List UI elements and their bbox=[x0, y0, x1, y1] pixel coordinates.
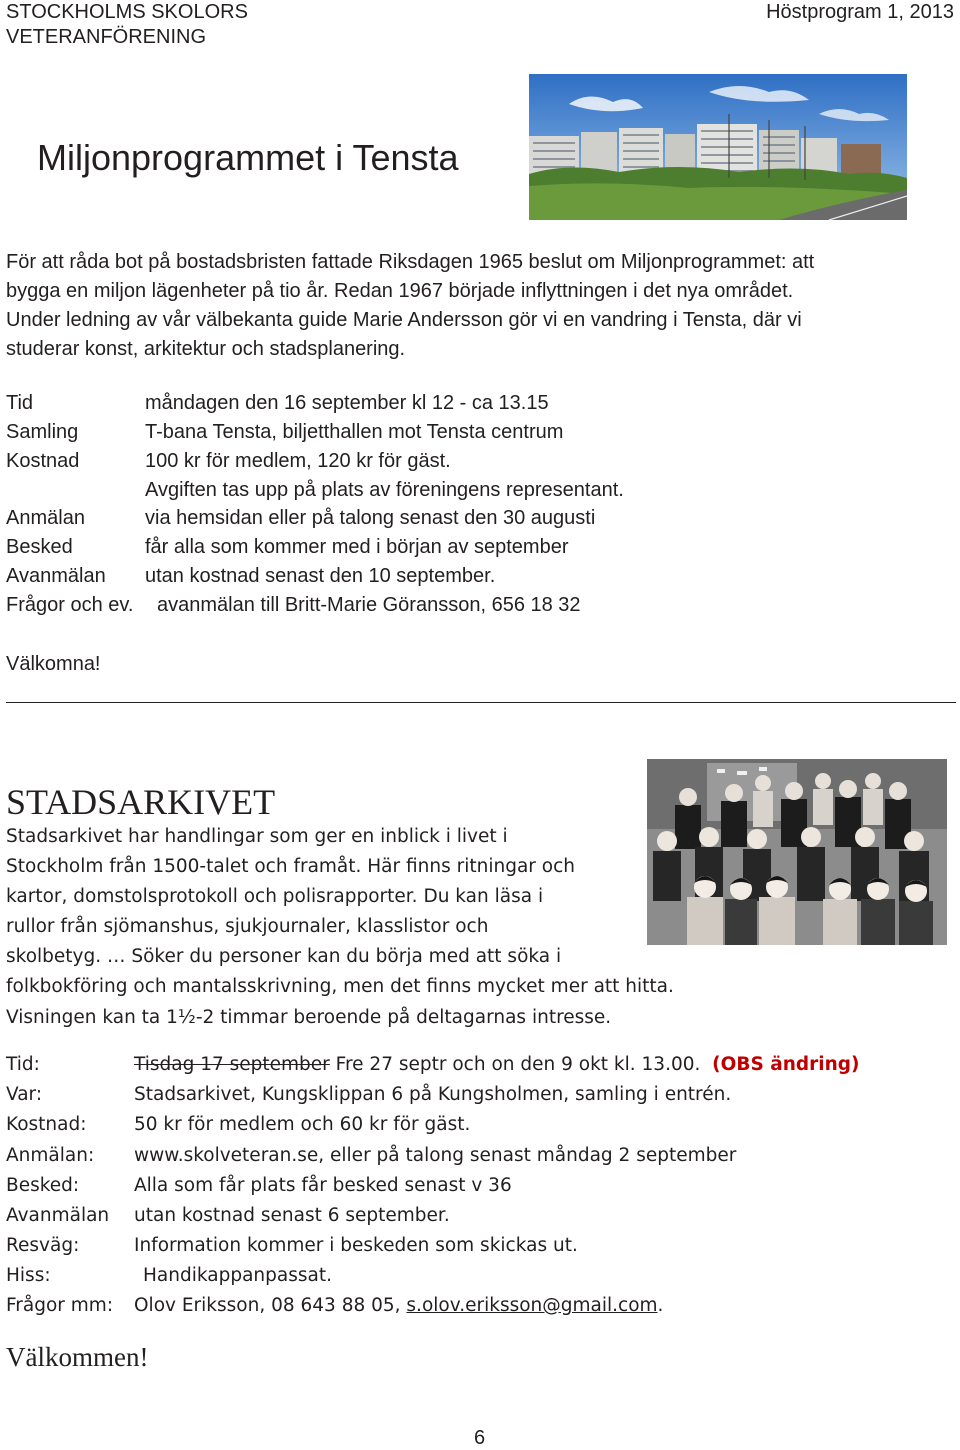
detail-row-anmalan bbox=[6, 1141, 737, 1171]
detail-value: 100 kr för medlem, 120 kr för gäst. bbox=[145, 450, 451, 472]
detail-value: får alla som kommer med i början av september bbox=[145, 536, 569, 558]
detail-value: Handikappanpassat. bbox=[143, 1265, 332, 1286]
detail-label: Anmälan bbox=[6, 507, 85, 529]
stadsarkivet-line: folkbokföring och mantalsskrivning, men det finns mycket mer att hitta. bbox=[6, 976, 674, 997]
detail-label: Var: bbox=[6, 1084, 43, 1105]
detail-label: Besked: bbox=[6, 1175, 80, 1196]
organization-name bbox=[6, 0, 248, 50]
change-note: (OBS ändring) bbox=[712, 1054, 860, 1075]
new-date: Fre 27 septr och on den 9 okt kl. 13.00. bbox=[329, 1054, 701, 1075]
detail-value: Avgiften tas upp på plats av föreningens representant. bbox=[145, 479, 624, 501]
contact-text: Olov Eriksson, 08 643 88 05, bbox=[134, 1295, 407, 1316]
detail-label: Frågor mm: bbox=[6, 1295, 114, 1316]
intro-line: För att råda bot på bostadsbristen fattade Riksdagen 1965 beslut om Miljonprogrammet: att bbox=[6, 251, 815, 273]
section-divider bbox=[6, 702, 956, 703]
detail-value: måndagen den 16 september kl 12 - ca 13.15 bbox=[145, 392, 549, 414]
struck-date: Tisdag 17 september bbox=[134, 1054, 330, 1075]
detail-value: Alla som får plats får besked senast v 36 bbox=[134, 1175, 512, 1196]
detail-label: Besked bbox=[6, 536, 73, 558]
section-title-stadsarkivet: STADSARKIVET bbox=[6, 782, 276, 822]
detail-label: Avanmälan bbox=[6, 1205, 110, 1226]
welcome-text: Välkommen! bbox=[6, 1342, 149, 1372]
organization-name-line2: VETERANFÖRENING bbox=[6, 26, 207, 48]
detail-row-hiss bbox=[6, 1261, 332, 1291]
detail-value: via hemsidan eller på talong senast den 30 augusti bbox=[145, 507, 596, 529]
class-photo bbox=[647, 759, 947, 945]
contact-end: . bbox=[657, 1295, 664, 1316]
program-label: Höstprogram 1, 2013 bbox=[766, 1, 954, 23]
organization-name-line1: STOCKHOLMS SKOLORS bbox=[6, 1, 248, 23]
detail-value: Stadsarkivet, Kungsklippan 6 på Kungsholmen, samling i entrén. bbox=[134, 1084, 732, 1105]
detail-value: Information kommer i beskeden som skickas ut. bbox=[134, 1235, 578, 1256]
detail-label: Tid: bbox=[6, 1054, 40, 1075]
detail-row-besked bbox=[6, 1171, 512, 1201]
welcome-text: Välkomna! bbox=[6, 653, 101, 675]
detail-label: Avanmälan bbox=[6, 565, 106, 587]
detail-row-var bbox=[6, 1080, 732, 1110]
detail-label: Resväg: bbox=[6, 1235, 80, 1256]
detail-value: www.skolveteran.se, eller på talong senast måndag 2 september bbox=[134, 1145, 737, 1166]
detail-value: utan kostnad senast 6 september. bbox=[134, 1205, 450, 1226]
section-title-tensta: Miljonprogrammet i Tensta bbox=[37, 137, 459, 178]
tensta-intro-paragraph bbox=[6, 248, 936, 364]
stadsarkivet-line: Stadsarkivet har handlingar som ger en inblick i livet i bbox=[6, 826, 508, 847]
detail-row-avanmalan bbox=[6, 1201, 450, 1231]
detail-label: Kostnad: bbox=[6, 1114, 87, 1135]
detail-value: T-bana Tensta, biljetthallen mot Tensta centrum bbox=[145, 421, 564, 443]
intro-line: Under ledning av vår välbekanta guide Marie Andersson gör vi en vandring i Tensta, där vi bbox=[6, 309, 802, 331]
intro-line: studerar konst, arkitektur och stadsplanering. bbox=[6, 338, 406, 360]
page-number: 6 bbox=[474, 1427, 486, 1449]
detail-label: Anmälan: bbox=[6, 1145, 95, 1166]
tensta-photo bbox=[529, 74, 907, 220]
detail-label: Samling bbox=[6, 421, 79, 443]
detail-row-tid bbox=[6, 1050, 860, 1080]
stadsarkivet-line: skolbetyg. … Söker du personer kan du börja med att söka i bbox=[6, 946, 562, 967]
detail-label: Tid bbox=[6, 392, 34, 414]
detail-row-resvag bbox=[6, 1231, 578, 1261]
detail-label: Hiss: bbox=[6, 1265, 51, 1286]
detail-value: 50 kr för medlem och 60 kr för gäst. bbox=[134, 1114, 471, 1135]
contact-email-link[interactable]: s.olov.eriksson@gmail.com bbox=[406, 1295, 658, 1316]
stadsarkivet-line: Stockholm från 1500-talet och framåt. Här finns ritningar och bbox=[6, 856, 576, 877]
stadsarkivet-line: Visningen kan ta 1½-2 timmar beroende på deltagarnas intresse. bbox=[6, 1007, 612, 1028]
detail-label: Kostnad bbox=[6, 450, 80, 472]
detail-value: avanmälan till Britt-Marie Göransson, 656 18 32 bbox=[157, 594, 581, 616]
detail-value: utan kostnad senast den 10 september. bbox=[145, 565, 496, 587]
detail-row-fragor bbox=[6, 1291, 664, 1321]
stadsarkivet-line: kartor, domstolsprotokoll och polisrapporter. Du kan läsa i bbox=[6, 886, 544, 907]
detail-value bbox=[134, 1050, 859, 1080]
detail-value bbox=[134, 1291, 663, 1321]
stadsarkivet-line: rullor från sjömanshus, sjukjournaler, klasslistor och bbox=[6, 916, 489, 937]
intro-line: bygga en miljon lägenheter på tio år. Redan 1967 började inflyttningen i det nya området. bbox=[6, 280, 794, 302]
detail-row-kostnad bbox=[6, 1110, 471, 1140]
detail-label: Frågor och ev. bbox=[6, 594, 134, 616]
